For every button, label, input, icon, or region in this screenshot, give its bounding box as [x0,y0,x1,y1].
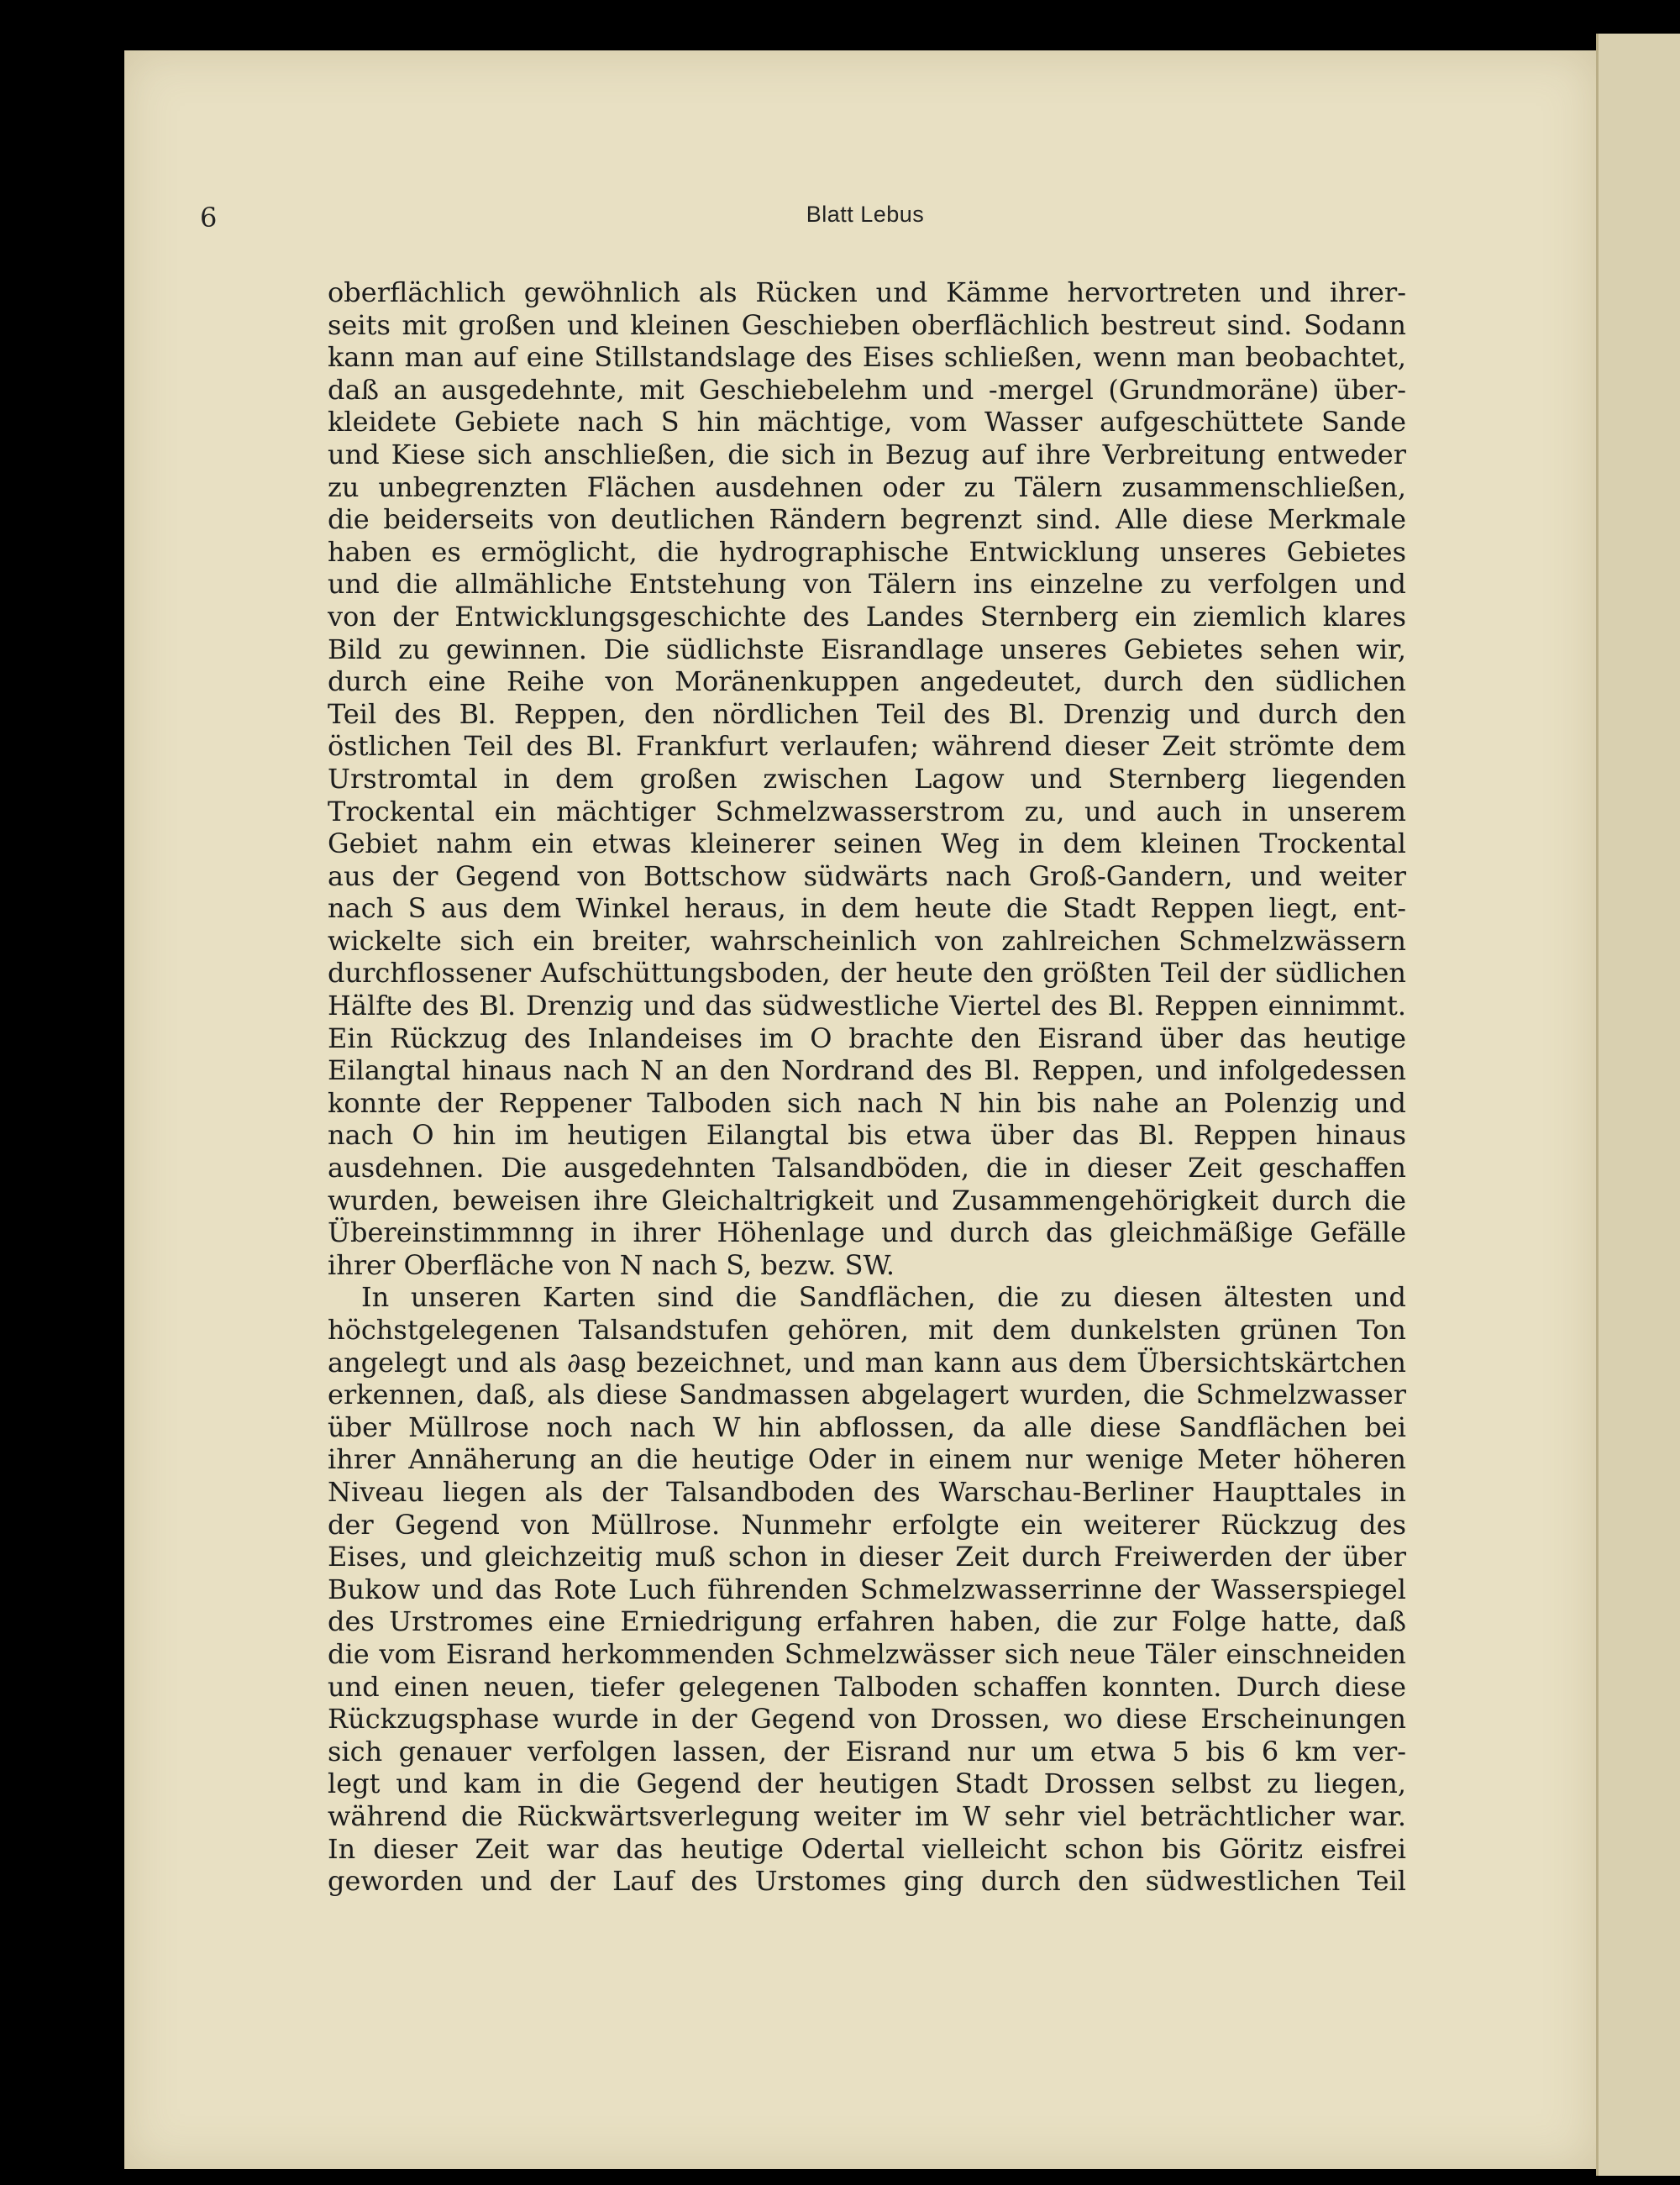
text-line: nach S aus dem Winkel heraus, in dem heute die Stadt Reppen liegt, ent- [328,892,1406,925]
text-line: zu unbegrenzten Flächen ausdehnen oder zu Tälern zusammenschließen, [328,470,1406,503]
body-text [328,276,1406,1898]
text-line: und die allmähliche Entstehung von Tälern ins einzelne zu verfolgen und [328,568,1406,601]
text-line: Teil des Bl. Reppen, den nördlichen Teil des Bl. Drenzig und durch den [328,697,1406,730]
text-line: erkennen, daß, als diese Sandmassen abgelagert wurden, die Schmelzwasser [328,1379,1406,1411]
text-line: haben es ermöglicht, die hydrographische Entwicklung unseres Gebietes [328,535,1406,568]
text-line: wickelte sich ein breiter, wahrscheinlich von zahlreichen Schmelzwässern [328,924,1406,957]
text-line: und Kiese sich anschließen, die sich in Bezug auf ihre Verbreitung entweder [328,438,1406,470]
text-line: Niveau liegen als der Talsandboden des Warschau-Berliner Haupttales in [328,1475,1406,1508]
text-line: ihrer Oberfläche von N nach S, bezw. SW. [328,1248,895,1281]
text-line: daß an ausgedehnte, mit Geschiebelehm und -mergel (Grundmoräne) über- [328,373,1406,406]
text-line: und einen neuen, tiefer gelegenen Talboden schaffen konnten. Durch diese [328,1670,1406,1703]
text-line: seits mit großen und kleinen Geschieben oberflächlich bestreut sind. Sodann [328,308,1406,341]
text-line: In unseren Karten sind die Sandflächen, die zu diesen ältesten und [361,1281,1406,1314]
text-line: Gebiet nahm ein etwas kleinerer seinen Weg in dem kleinen Trockental [328,827,1406,860]
text-line: In dieser Zeit war das heutige Odertal vielleicht schon bis Göritz eisfrei [328,1832,1406,1865]
text-line: durch eine Reihe von Moränenkuppen angedeutet, durch den südlichen [328,665,1406,698]
text-line: östlichen Teil des Bl. Frankfurt verlaufen; während dieser Zeit strömte dem [328,730,1406,763]
text-line: kleidete Gebiete nach S hin mächtige, vom Wasser aufgeschüttete Sande [328,406,1406,439]
text-line: von der Entwicklungsgeschichte des Landes Sternberg ein ziemlich klares [328,600,1406,633]
text-line: ihrer Annäherung an die heutige Oder in einem nur wenige Meter höheren [328,1443,1406,1476]
text-line: Eilangtal hinaus nach N an den Nordrand des Bl. Reppen, und infolgedessen [328,1054,1406,1087]
text-line: während die Rückwärtsverlegung weiter im W sehr viel beträchtlicher war. [328,1799,1406,1832]
text-line: sich genauer verfolgen lassen, der Eisrand nur um etwa 5 bis 6 km ver- [328,1735,1406,1767]
text-line: über Müllrose noch nach W hin abflossen, da alle diese Sandflächen bei [328,1410,1406,1443]
text-line: legt und kam in die Gegend der heutigen Stadt Drossen selbst zu liegen, [328,1767,1406,1800]
facing-page-edge [1596,34,1680,2176]
text-line: wurden, beweisen ihre Gleichaltrigkeit und Zusammengehörigkeit durch die [328,1184,1406,1216]
text-line: oberflächlich gewöhnlich als Rücken und Kämme hervortreten und ihrer- [328,276,1406,308]
text-line: aus der Gegend von Bottschow südwärts nach Groß-Gandern, und weiter [328,859,1406,892]
text-line: Bild zu gewinnen. Die südlichste Eisrandlage unseres Gebietes sehen wir, [328,633,1406,665]
text-line: die beiderseits von deutlichen Rändern begrenzt sind. Alle diese Merkmale [328,503,1406,536]
text-line: des Urstromes eine Erniedrigung erfahren haben, die zur Folge hatte, daß [328,1605,1406,1638]
text-line: Eises, und gleichzeitig muß schon in dieser Zeit durch Freiwerden der über [328,1541,1406,1573]
text-line: geworden und der Lauf des Urstomes ging durch den südwestlichen Teil [328,1865,1406,1898]
text-line: der Gegend von Müllrose. Nunmehr erfolgte ein weiterer Rückzug des [328,1508,1406,1541]
text-line: konnte der Reppener Talboden sich nach N hin bis nahe an Polenzig und [328,1086,1406,1119]
running-title: Blatt Lebus [806,202,925,227]
text-line: Rückzugsphase wurde in der Gegend von Drossen, wo diese Erscheinungen [328,1703,1406,1736]
text-line: kann man auf eine Stillstandslage des Eises schließen, wenn man beobachtet, [328,341,1406,374]
text-line: angelegt und als ∂asϱ bezeichnet, und man kann aus dem Übersichtskärtchen [328,1346,1406,1379]
text-line: nach O hin im heutigen Eilangtal bis etwa über das Bl. Reppen hinaus [328,1119,1406,1152]
text-line: Bukow und das Rote Luch führenden Schmelzwasserrinne der Wasserspiegel [328,1573,1406,1605]
text-line: Ein Rückzug des Inlandeises im O brachte den Eisrand über das heutige [328,1022,1406,1054]
text-line: Trockental ein mächtiger Schmelzwasserstrom zu, und auch in unserem [328,795,1406,827]
text-line: durchflossener Aufschüttungsboden, der heute den größten Teil der südlichen [328,957,1406,990]
text-line: die vom Eisrand herkommenden Schmelzwässer sich neue Täler einschneiden [328,1637,1406,1670]
text-line: Hälfte des Bl. Drenzig und das südwestliche Viertel des Bl. Reppen einnimmt. [328,990,1406,1022]
text-line: ausdehnen. Die ausgedehnten Talsandböden, die in dieser Zeit geschaffen [328,1152,1406,1184]
text-line: Übereinstimmnng in ihrer Höhenlage und durch das gleichmäßige Gefälle [328,1216,1406,1249]
text-line: höchstgelegenen Talsandstufen gehören, mit dem dunkelsten grünen Ton [328,1314,1406,1346]
page-number: 6 [200,202,218,234]
text-line: Urstromtal in dem großen zwischen Lagow und Sternberg liegenden [328,762,1406,795]
